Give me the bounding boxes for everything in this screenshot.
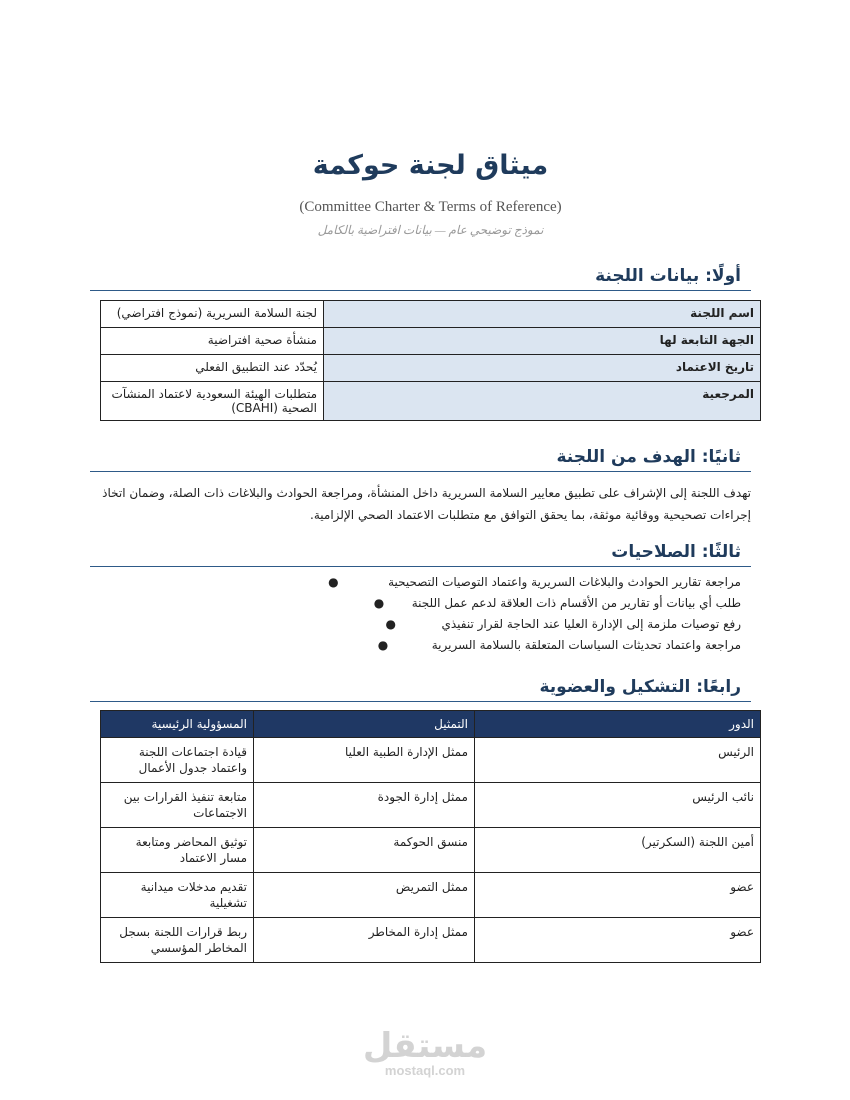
table-row	[101, 328, 761, 355]
table-row	[101, 301, 761, 328]
cell-representation: منسق الحوكمة	[254, 828, 475, 873]
table-row	[101, 918, 761, 963]
bullet-icon: ●	[373, 596, 385, 610]
section-heading-committee-info: أولًا: بيانات اللجنة	[90, 266, 751, 291]
cell-role: نائب الرئيس	[475, 783, 761, 828]
info-value: لجنة السلامة السريرية (نموذج افتراضي)	[101, 301, 324, 328]
table-row	[101, 783, 761, 828]
cell-responsibility: توثيق المحاضر ومتابعة مسار الاعتماد	[101, 828, 254, 873]
info-key: اسم اللجنة	[324, 301, 761, 328]
info-key: الجهة التابعة لها	[324, 328, 761, 355]
table-header-row	[101, 711, 761, 738]
cell-role: أمين اللجنة (السكرتير)	[475, 828, 761, 873]
section-heading-membership: رابعًا: التشكيل والعضوية	[90, 677, 751, 702]
membership-table	[100, 710, 761, 963]
column-header-representation: التمثيل	[254, 711, 475, 738]
list-item	[385, 617, 741, 631]
list-item	[328, 575, 741, 589]
column-header-responsibility: المسؤولية الرئيسية	[101, 711, 254, 738]
document-title: ميثاق لجنة حوكمة	[312, 150, 549, 181]
list-item-text: طلب أي بيانات أو تقارير من الأقسام ذات العلاقة لدعم عمل اللجنة	[411, 596, 741, 610]
list-item	[377, 638, 741, 652]
committee-info-table	[100, 300, 761, 421]
cell-role: عضو	[475, 873, 761, 918]
info-value: متطلبات الهيئة السعودية لاعتماد المنشآت الصحية (CBAHI)	[101, 382, 324, 421]
cell-representation: ممثل الإدارة الطبية العليا	[254, 738, 475, 783]
document-note: نموذج توضيحي عام — بيانات افتراضية بالكامل	[317, 223, 544, 237]
section-heading-authorities: ثالثًا: الصلاحيات	[90, 542, 751, 567]
cell-representation: ممثل إدارة الجودة	[254, 783, 475, 828]
cell-role: الرئيس	[475, 738, 761, 783]
mostaql-watermark	[0, 1028, 850, 1078]
list-item-text: مراجعة تقارير الحوادث والبلاغات السريرية واعتماد التوصيات التصحيحية	[388, 575, 741, 589]
cell-responsibility: قيادة اجتماعات اللجنة واعتماد جدول الأعمال	[101, 738, 254, 783]
watermark-latin: mostaql.com	[384, 1063, 466, 1078]
cell-responsibility: تقديم مدخلات ميدانية تشغيلية	[101, 873, 254, 918]
column-header-role: الدور	[475, 711, 761, 738]
table-row	[101, 738, 761, 783]
list-item	[373, 596, 741, 610]
info-key: المرجعية	[324, 382, 761, 421]
bullet-icon: ●	[385, 617, 396, 631]
list-item-text: مراجعة واعتماد تحديثات السياسات المتعلقة بالسلامة السريرية	[431, 638, 741, 652]
info-value: يُحدّد عند التطبيق الفعلي	[101, 355, 324, 382]
table-row	[101, 382, 761, 421]
table-row	[101, 873, 761, 918]
cell-representation: ممثل التمريض	[254, 873, 475, 918]
bullet-icon: ●	[328, 575, 339, 589]
cell-responsibility: ربط قرارات اللجنة بسجل المخاطر المؤسسي	[101, 918, 254, 963]
bullet-icon: ●	[377, 638, 389, 652]
cell-role: عضو	[475, 918, 761, 963]
info-key: تاريخ الاعتماد	[324, 355, 761, 382]
document-subtitle: (Committee Charter & Terms of Reference)	[299, 199, 562, 215]
section-heading-purpose: ثانيًا: الهدف من اللجنة	[90, 447, 751, 472]
table-row	[101, 828, 761, 873]
list-item-text: رفع توصيات ملزمة إلى الإدارة العليا عند الحاجة لقرار تنفيذي	[441, 617, 741, 631]
cell-representation: ممثل إدارة المخاطر	[254, 918, 475, 963]
cell-responsibility: متابعة تنفيذ القرارات بين الاجتماعات	[101, 783, 254, 828]
table-row	[101, 355, 761, 382]
purpose-paragraph: تهدف اللجنة إلى الإشراف على تطبيق معايير السلامة السريرية داخل المنشأة، ومراجعة الحوادث والبلاغات ذات الصلة، وضمان اتخاذ إجراءات تصحيحية ووقائية موثقة، بما يحقق التوافق مع متطلبات الاعتماد الصحي الإلزامية.	[102, 486, 751, 522]
info-value: منشأة صحية افتراضية	[101, 328, 324, 355]
watermark-arabic: مستقل	[362, 1026, 488, 1066]
